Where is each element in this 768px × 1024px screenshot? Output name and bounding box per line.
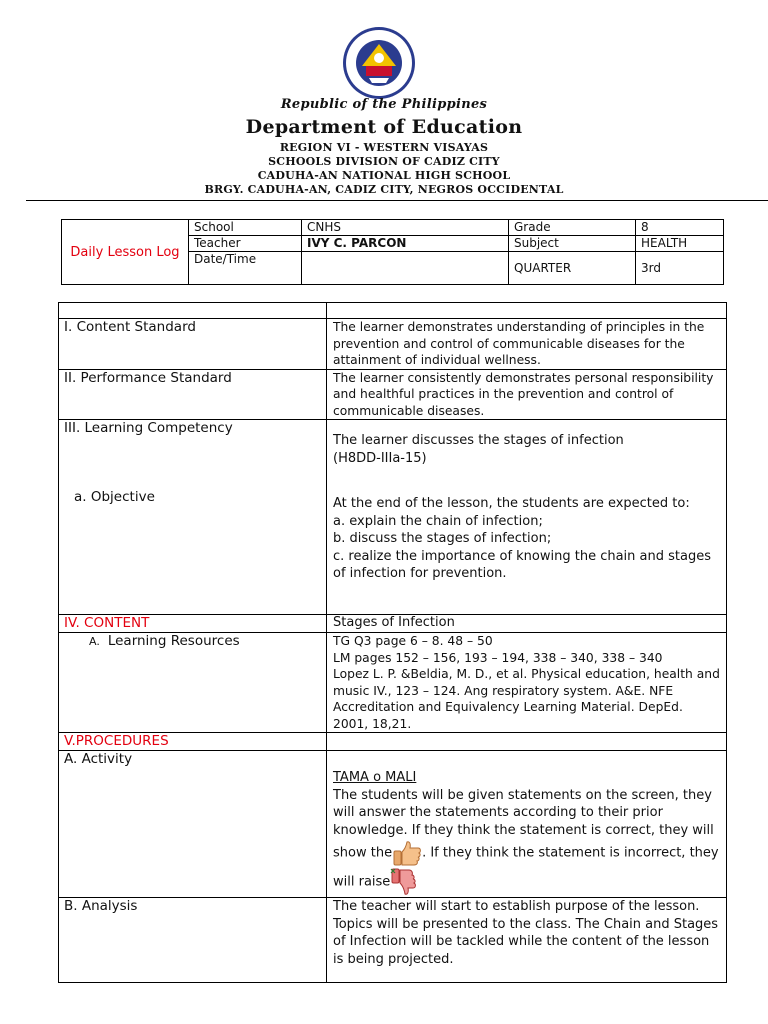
resources-label-cell (59, 633, 327, 733)
blank-header-cell (59, 303, 327, 319)
analysis-text: The teacher will start to establish purpose of the lesson. Topics will be presented to the class. The Chain and Stages of Infection will be tackled while the content of the lesson is being projected. (327, 898, 727, 983)
competency-code: (H8DD-IIIa-15) (333, 450, 427, 466)
school-value: CNHS (302, 220, 509, 236)
competency-text-cell (327, 420, 727, 615)
resource-item: LM pages 152 – 156, 193 – 194, 338 – 340, 338 – 340 (333, 650, 663, 665)
resource-item: Lopez L. P. &Beldia, M. D., et al. Physical education, health and music IV., 123 – 124. Ang respiratory system. A&E. NFE Accreditation and Equivalency Learning Material. DepEd. 2001, 18,21. (333, 667, 720, 731)
resources-cell (327, 633, 727, 733)
address-line: BRGY. CADUHA-AN, CADIZ CITY, NEGROS OCCIDENTAL (204, 183, 564, 196)
analysis-label: B. Analysis (59, 898, 327, 983)
division-line: SCHOOLS DIVISION OF CADIZ CITY (268, 155, 500, 168)
school-label: School (189, 220, 302, 236)
subject-label: Subject (509, 236, 636, 252)
activity-text-1: The students will be given statements on the screen, they will answer the statements according to their prior knowledge. If they think the statement is correct, they will show the (333, 787, 714, 861)
activity-title (333, 769, 721, 787)
activity-text (333, 787, 721, 898)
procedures-blank (327, 733, 727, 751)
activity-text-2: . If they think the statement is incorrect, they will raise (333, 845, 719, 890)
department-heading: Department of Education (245, 116, 523, 138)
resources-letter: A. (89, 635, 100, 648)
teacher-value: IVY C. PARCON (302, 236, 509, 252)
objective-label: a. Objective (74, 489, 155, 505)
datetime-value (302, 252, 509, 285)
activity-label: A. Activity (59, 751, 327, 898)
procedures-label: V.PROCEDURES (59, 733, 327, 751)
performance-standard-text: The learner consistently demonstrates personal responsibility and healthful practices in the prevention and control of communicable diseases. (327, 369, 727, 420)
resources-label: Learning Resources (107, 633, 240, 649)
resource-item: TG Q3 page 6 – 8. 48 – 50 (333, 634, 493, 648)
objective-intro: At the end of the lesson, the students are expected to: (333, 496, 690, 511)
header-rule (26, 200, 768, 201)
lesson-info-table (61, 219, 724, 285)
objective-item: c. realize the importance of knowing the chain and stages of infection for prevention. (333, 548, 711, 581)
grade-label: Grade (509, 220, 636, 236)
content-standard-text: The learner demonstrates understanding of principles in the prevention and control of communicable diseases for the attainment of individual wellness. (327, 319, 727, 370)
grade-value: 8 (636, 220, 724, 236)
activity-title-text: TAMA o MALI (333, 770, 417, 785)
objective-item: a. explain the chain of infection; (333, 513, 543, 529)
subject-value: HEALTH (636, 236, 724, 252)
school-name-line: CADUHA-AN NATIONAL HIGH SCHOOL (257, 169, 511, 182)
objective-item: b. discuss the stages of infection; (333, 531, 552, 546)
datetime-label: Date/Time (189, 252, 302, 285)
content-standard-label: I. Content Standard (59, 319, 327, 370)
content-text: Stages of Infection (327, 615, 727, 633)
deped-seal-icon (342, 26, 416, 100)
thumbs-down-icon (390, 867, 416, 897)
activity-cell (327, 751, 727, 898)
competency-cell (59, 420, 327, 615)
lesson-plan-table (58, 302, 727, 983)
region-line: REGION VI - WESTERN VISAYAS (279, 141, 489, 154)
competency-label: III. Learning Competency (64, 420, 233, 436)
quarter-value: 3rd (636, 252, 724, 285)
content-label: IV. CONTENT (59, 615, 327, 633)
thumbs-up-icon (392, 839, 422, 867)
blank-header-cell-2 (327, 303, 727, 319)
republic-heading: Republic of the Philippines (280, 97, 488, 112)
competency-text: The learner discusses the stages of infection (333, 433, 624, 448)
quarter-label: QUARTER (509, 252, 636, 285)
teacher-label: Teacher (189, 236, 302, 252)
daily-lesson-log-title: Daily Lesson Log (62, 220, 189, 285)
performance-standard-label: II. Performance Standard (59, 369, 327, 420)
